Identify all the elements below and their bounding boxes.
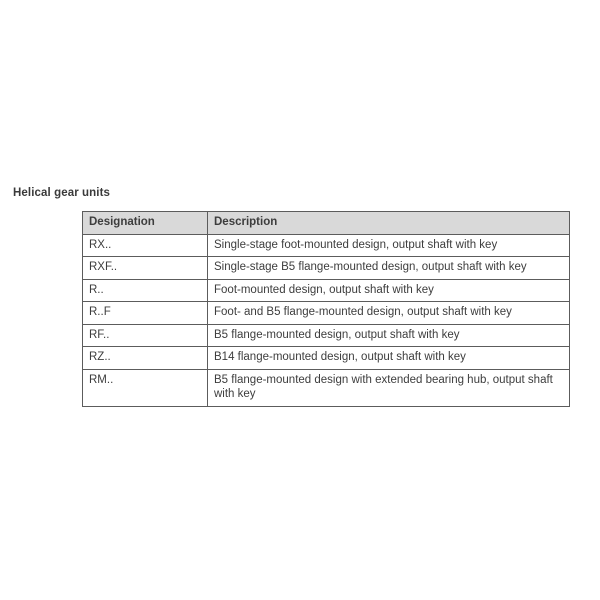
table-header: [83, 212, 570, 235]
designation-cell: RM..: [83, 369, 208, 406]
table-body: [83, 234, 570, 406]
table-header-row: [83, 212, 570, 235]
description-cell: Foot- and B5 flange-mounted design, output shaft with key: [208, 302, 570, 325]
table-row: [83, 257, 570, 280]
table-row: [83, 234, 570, 257]
table-row: [83, 347, 570, 370]
designation-cell: RF..: [83, 324, 208, 347]
table-row: [83, 279, 570, 302]
description-cell: Foot-mounted design, output shaft with key: [208, 279, 570, 302]
header-cell-description: Description: [208, 212, 570, 235]
gear-units-table: [82, 211, 570, 407]
description-cell: B14 flange-mounted design, output shaft with key: [208, 347, 570, 370]
description-cell: Single-stage B5 flange-mounted design, output shaft with key: [208, 257, 570, 280]
header-cell-designation: Designation: [83, 212, 208, 235]
description-cell: B5 flange-mounted design with extended bearing hub, output shaft with key: [208, 369, 570, 406]
table-row: [83, 369, 570, 406]
designation-cell: R..F: [83, 302, 208, 325]
designation-cell: RX..: [83, 234, 208, 257]
designation-cell: RXF..: [83, 257, 208, 280]
table-row: [83, 302, 570, 325]
page-title: Helical gear units: [13, 187, 111, 199]
description-cell: B5 flange-mounted design, output shaft with key: [208, 324, 570, 347]
designation-cell: RZ..: [83, 347, 208, 370]
designation-cell: R..: [83, 279, 208, 302]
table-row: [83, 324, 570, 347]
description-cell: Single-stage foot-mounted design, output shaft with key: [208, 234, 570, 257]
